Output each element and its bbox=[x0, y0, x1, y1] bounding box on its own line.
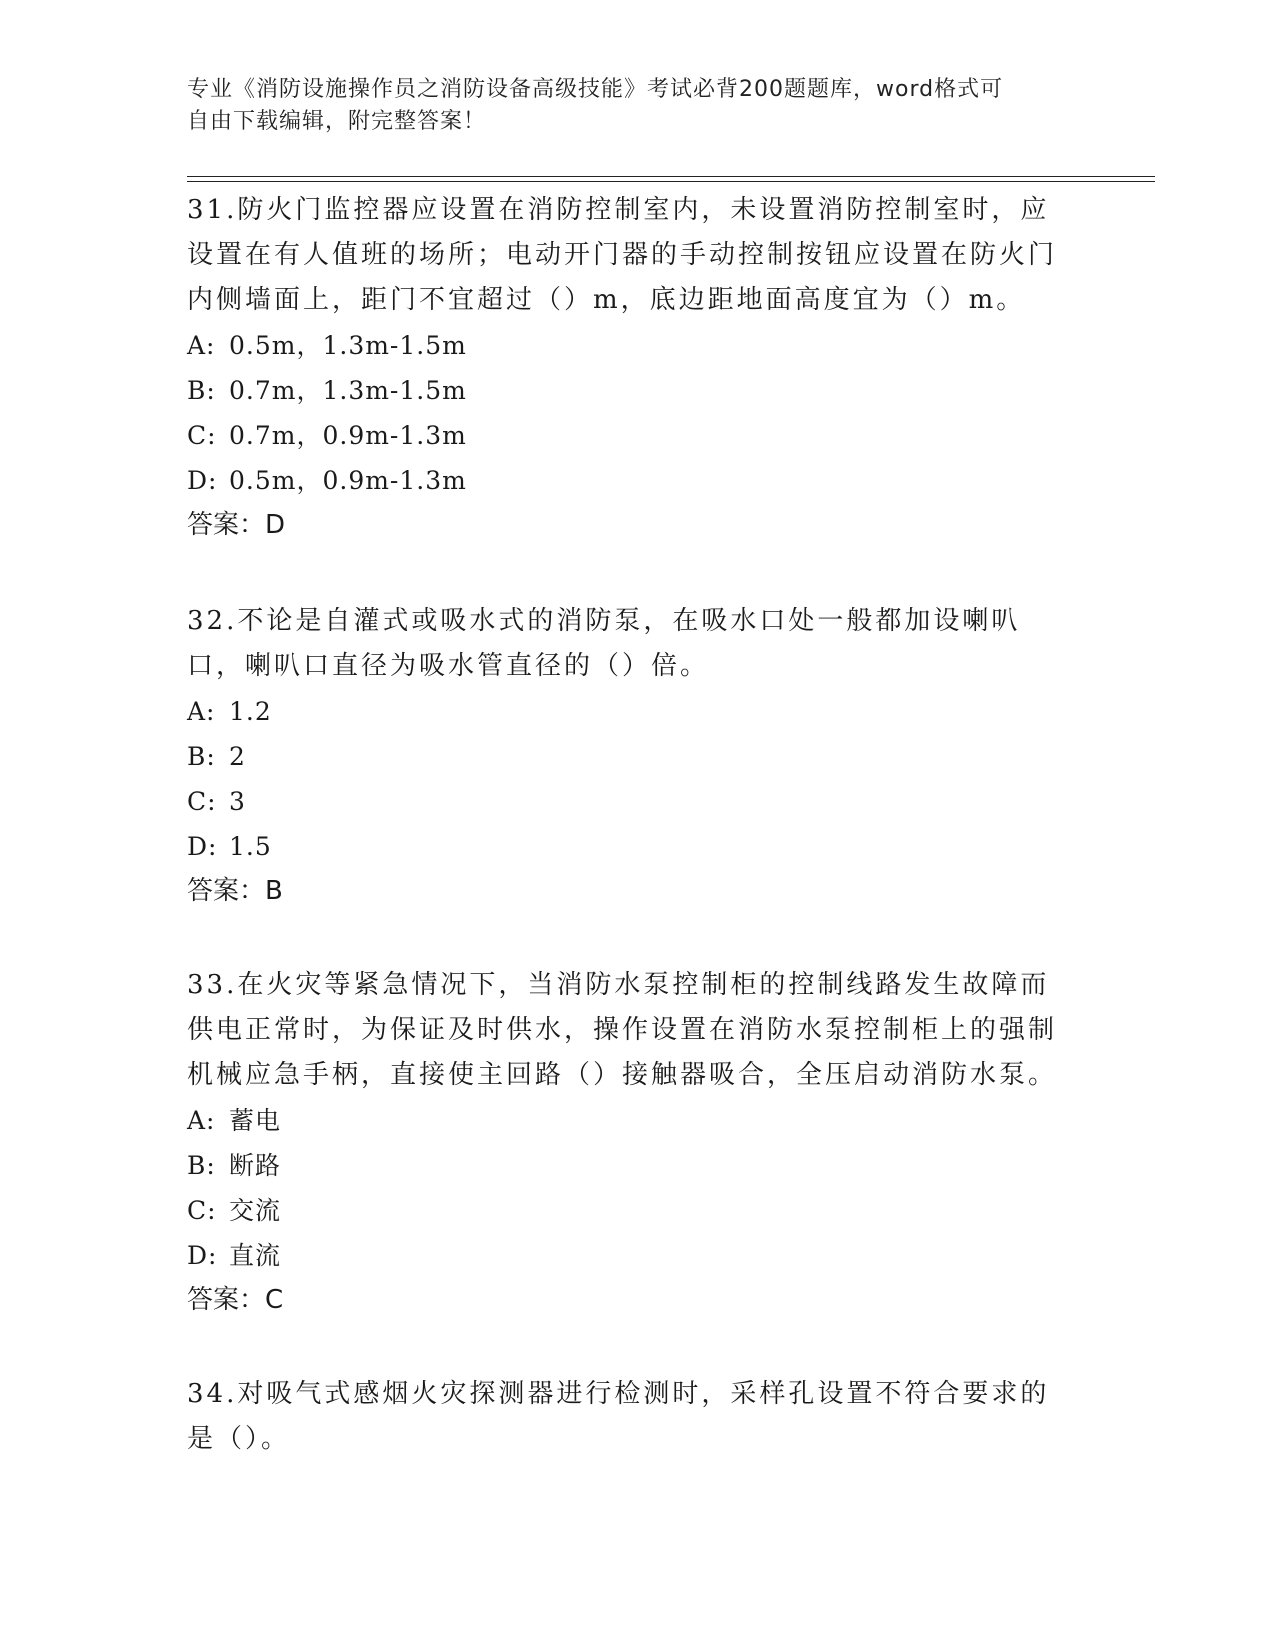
question-34 bbox=[187, 1372, 1077, 1462]
option-value: 0.7m，0.9m-1.3m bbox=[229, 421, 467, 450]
option-value: 断路 bbox=[229, 1151, 282, 1180]
option-value: 直流 bbox=[229, 1241, 282, 1270]
option-d bbox=[187, 1233, 1077, 1278]
option-key: B: bbox=[187, 1151, 216, 1180]
option-key: D: bbox=[187, 832, 218, 861]
option-key: B: bbox=[187, 742, 216, 771]
option-value: 0.7m，1.3m-1.5m bbox=[229, 376, 467, 405]
option-d bbox=[187, 458, 1077, 503]
header-divider-top bbox=[187, 176, 1155, 177]
header-divider-bottom bbox=[187, 181, 1155, 182]
option-c bbox=[187, 779, 1077, 824]
answer: 答案：D bbox=[187, 510, 286, 540]
option-a bbox=[187, 689, 1077, 734]
option-value: 蓄电 bbox=[229, 1106, 282, 1135]
option-a bbox=[187, 1098, 1077, 1143]
option-key: C: bbox=[187, 787, 217, 816]
document-header bbox=[187, 74, 1067, 138]
option-c bbox=[187, 413, 1077, 458]
answer: 答案：C bbox=[187, 1285, 284, 1315]
question-32 bbox=[187, 599, 1077, 914]
option-d bbox=[187, 824, 1077, 869]
question-text: 33.在火灾等紧急情况下，当消防水泵控制柜的控制线路发生故障而供电正常时，为保证及时供水，操作设置在消防水泵控制柜上的强制机械应急手柄，直接使主回路（）接触器吸合，全压启动消防水泵。 bbox=[187, 970, 1058, 1090]
question-text: 34.对吸气式感烟火灾探测器进行检测时，采样孔设置不符合要求的是（）。 bbox=[187, 1379, 1050, 1454]
option-b bbox=[187, 734, 1077, 779]
option-value: 交流 bbox=[229, 1196, 282, 1225]
option-key: A: bbox=[187, 1106, 216, 1135]
header-line-1: 专业《消防设施操作员之消防设备高级技能》考试必背200题题库，word格式可 bbox=[187, 77, 1004, 102]
option-value: 1.2 bbox=[229, 697, 272, 726]
option-value: 1.5 bbox=[229, 832, 272, 861]
option-key: C: bbox=[187, 421, 217, 450]
option-value: 0.5m，1.3m-1.5m bbox=[229, 331, 467, 360]
option-c bbox=[187, 1188, 1077, 1233]
option-key: B: bbox=[187, 376, 216, 405]
option-value: 3 bbox=[229, 787, 246, 816]
option-b bbox=[187, 1143, 1077, 1188]
option-key: C: bbox=[187, 1196, 217, 1225]
question-33 bbox=[187, 963, 1077, 1323]
question-31 bbox=[187, 188, 1077, 548]
option-key: A: bbox=[187, 697, 216, 726]
option-value: 0.5m，0.9m-1.3m bbox=[229, 466, 467, 495]
answer: 答案：B bbox=[187, 876, 283, 906]
header-line-2: 自由下载编辑，附完整答案！ bbox=[187, 109, 487, 134]
question-text: 31.防火门监控器应设置在消防控制室内，未设置消防控制室时，应设置在有人值班的场所；电动开门器的手动控制按钮应设置在防火门内侧墙面上，距门不宜超过（）m，底边距地面高度宜为（）m。 bbox=[187, 195, 1058, 315]
option-key: A: bbox=[187, 331, 216, 360]
option-b bbox=[187, 368, 1077, 413]
question-text: 32.不论是自灌式或吸水式的消防泵，在吸水口处一般都加设喇叭口，喇叭口直径为吸水管直径的（）倍。 bbox=[187, 606, 1021, 681]
option-key: D: bbox=[187, 466, 218, 495]
option-key: D: bbox=[187, 1241, 218, 1270]
option-a bbox=[187, 323, 1077, 368]
option-value: 2 bbox=[229, 742, 246, 771]
